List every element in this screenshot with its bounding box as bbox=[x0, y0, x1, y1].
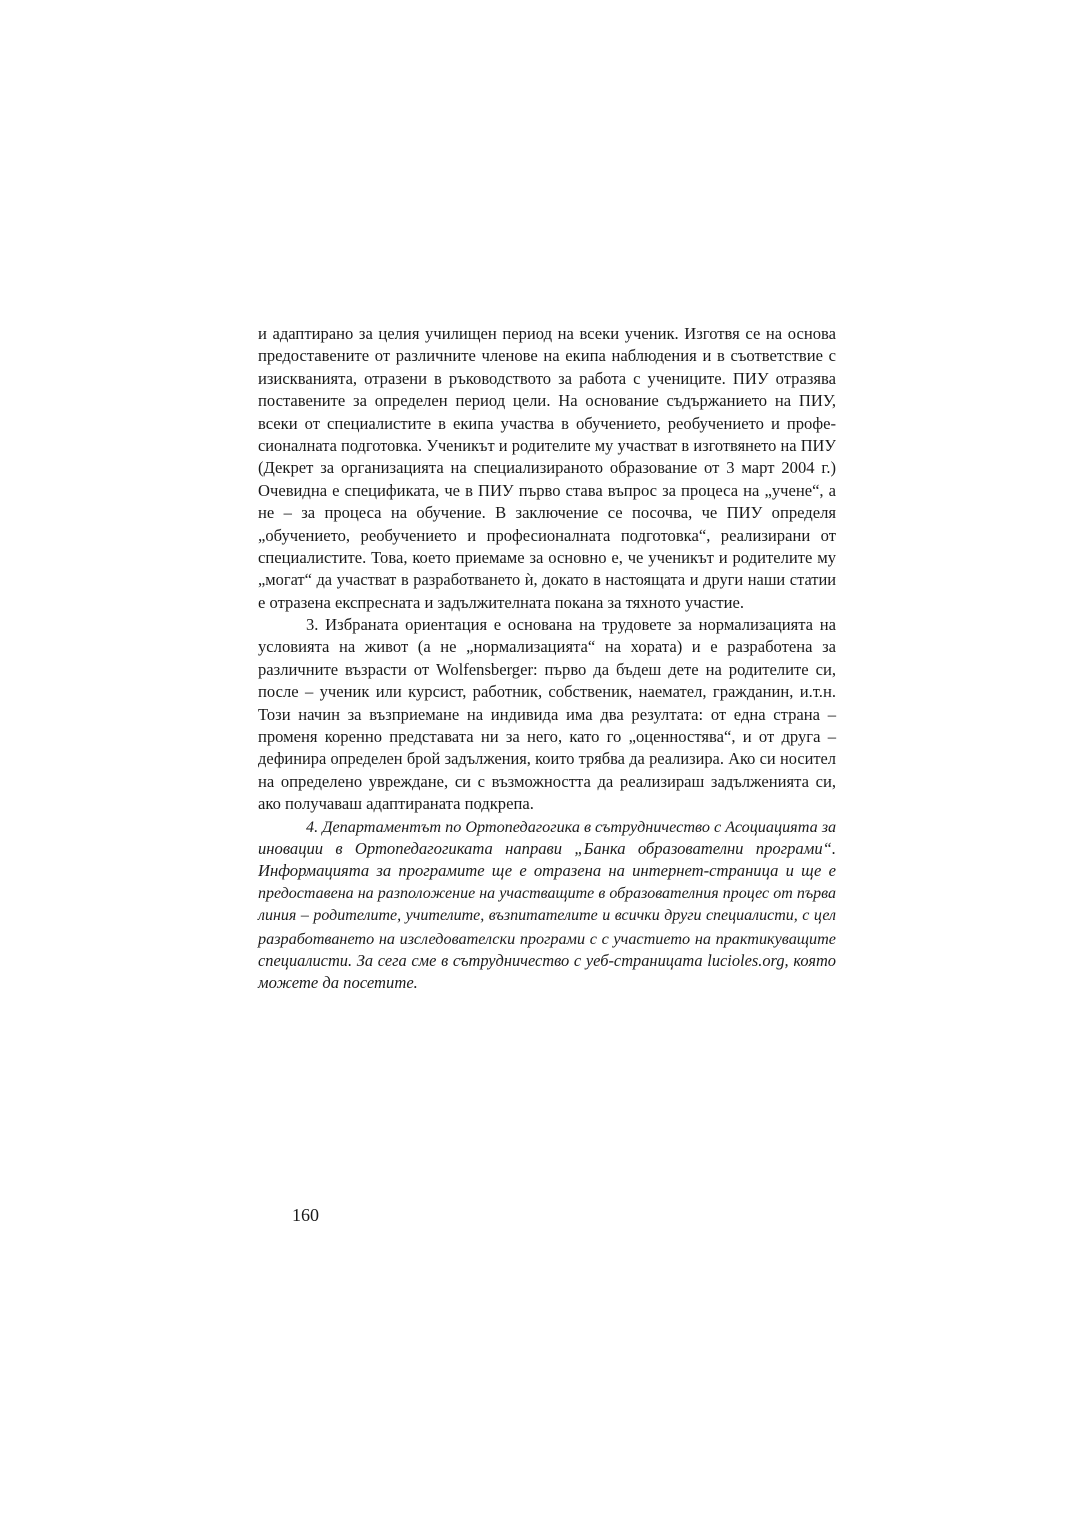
paragraph-2 bbox=[258, 614, 836, 816]
text-line: всеки от специалистите в екипа участва в обучението, реобучението и профе- bbox=[258, 413, 836, 433]
text-line: на определено увреждане, си с възможността да реализираш задълженията си, bbox=[258, 771, 836, 791]
text-line: иновации в Ортопедагогиката направи „Банка образователни програми“. bbox=[258, 838, 836, 858]
text-line: ако получаваш адаптираната подкрепа. bbox=[258, 794, 534, 814]
text-line: специалистите. Това, което приемаме за основно е, че ученикът и родителите му bbox=[258, 547, 836, 567]
text-line: предоставените от различните членове на екипа наблюдения и в съответствие с bbox=[258, 346, 836, 366]
text-line: и адаптирано за целия училищен период на всеки ученик. Изготвя се на основа bbox=[258, 324, 836, 343]
text-line: Този начин за възприемане на индивида има два резултата: от една страна – bbox=[258, 704, 836, 724]
text-line: разработването на изследователски програми с с участието на практикуващите bbox=[258, 929, 836, 948]
text-line: дефинира определен брой задължения, които трябва да реализира. Ако си носител bbox=[258, 749, 836, 769]
text-line: „обучението, реобучението и професионалната подготовка“, реализирани от bbox=[258, 525, 836, 545]
paragraph-1 bbox=[258, 323, 836, 614]
text-line: не – за процеса на обучение. В заключение се посочва, че ПИУ определя bbox=[258, 503, 836, 523]
text-line: специалисти. За сега сме в сътрудничество с уеб-страницата lucioles.org, която bbox=[258, 950, 836, 970]
text-line: (Декрет за организацията на специализираното образование от 3 март 2004 г.) bbox=[258, 458, 836, 478]
text-line: поставените за определен период цели. На основание съдържанието на ПИУ, bbox=[258, 391, 836, 411]
text-line: 4. Департаментът по Ортопедагогика в сътрудничество с Асоциацията за bbox=[306, 817, 837, 836]
page-number: 160 bbox=[292, 1205, 319, 1225]
text-line: Информацията за програмите ще е отразена на интернет-страница и ще е bbox=[258, 861, 836, 881]
text-line: променя коренно представата ни за него, като го „оценностява“, и от друга – bbox=[258, 727, 836, 747]
text-line: линия – родителите, учителите, възпитателите и всички други специалисти, с цел bbox=[258, 907, 836, 925]
text-line: Очевидна е спецификата, че в ПИУ първо става въпрос за процеса на „учене“, а bbox=[258, 480, 836, 500]
text-line: предоставена на разположение на участващите в образователния процес от първа bbox=[258, 884, 836, 902]
text-line: после – ученик или курсист, работник, собственик, наемател, гражданин, и.т.н. bbox=[258, 682, 836, 702]
paragraph-3 bbox=[258, 816, 836, 995]
text-line: е отразена експресната и задължителната покана за тяхното участие. bbox=[258, 592, 745, 612]
text-line: изискванията, отразени в ръководството за работа с учениците. ПИУ отразява bbox=[258, 368, 836, 388]
text-line: условията на живот (а не „нормализацията“ на хората) и е разработена за bbox=[258, 637, 836, 657]
text-line: сионалната подготовка. Ученикът и родителите му участват в изготвянето на ПИУ bbox=[258, 435, 836, 455]
text-line: „могат“ да участват в разработването ѝ, докато в настоящата и други наши статии bbox=[258, 570, 836, 590]
text-line: различните възрасти от Wolfensberger: първо да бъдеш дете на родителите си, bbox=[258, 659, 836, 679]
text-line: можете да посетите. bbox=[258, 973, 418, 993]
page-body bbox=[258, 323, 836, 995]
text-line: 3. Избраната ориентация е основана на трудовете за нормализацията на bbox=[306, 615, 836, 635]
